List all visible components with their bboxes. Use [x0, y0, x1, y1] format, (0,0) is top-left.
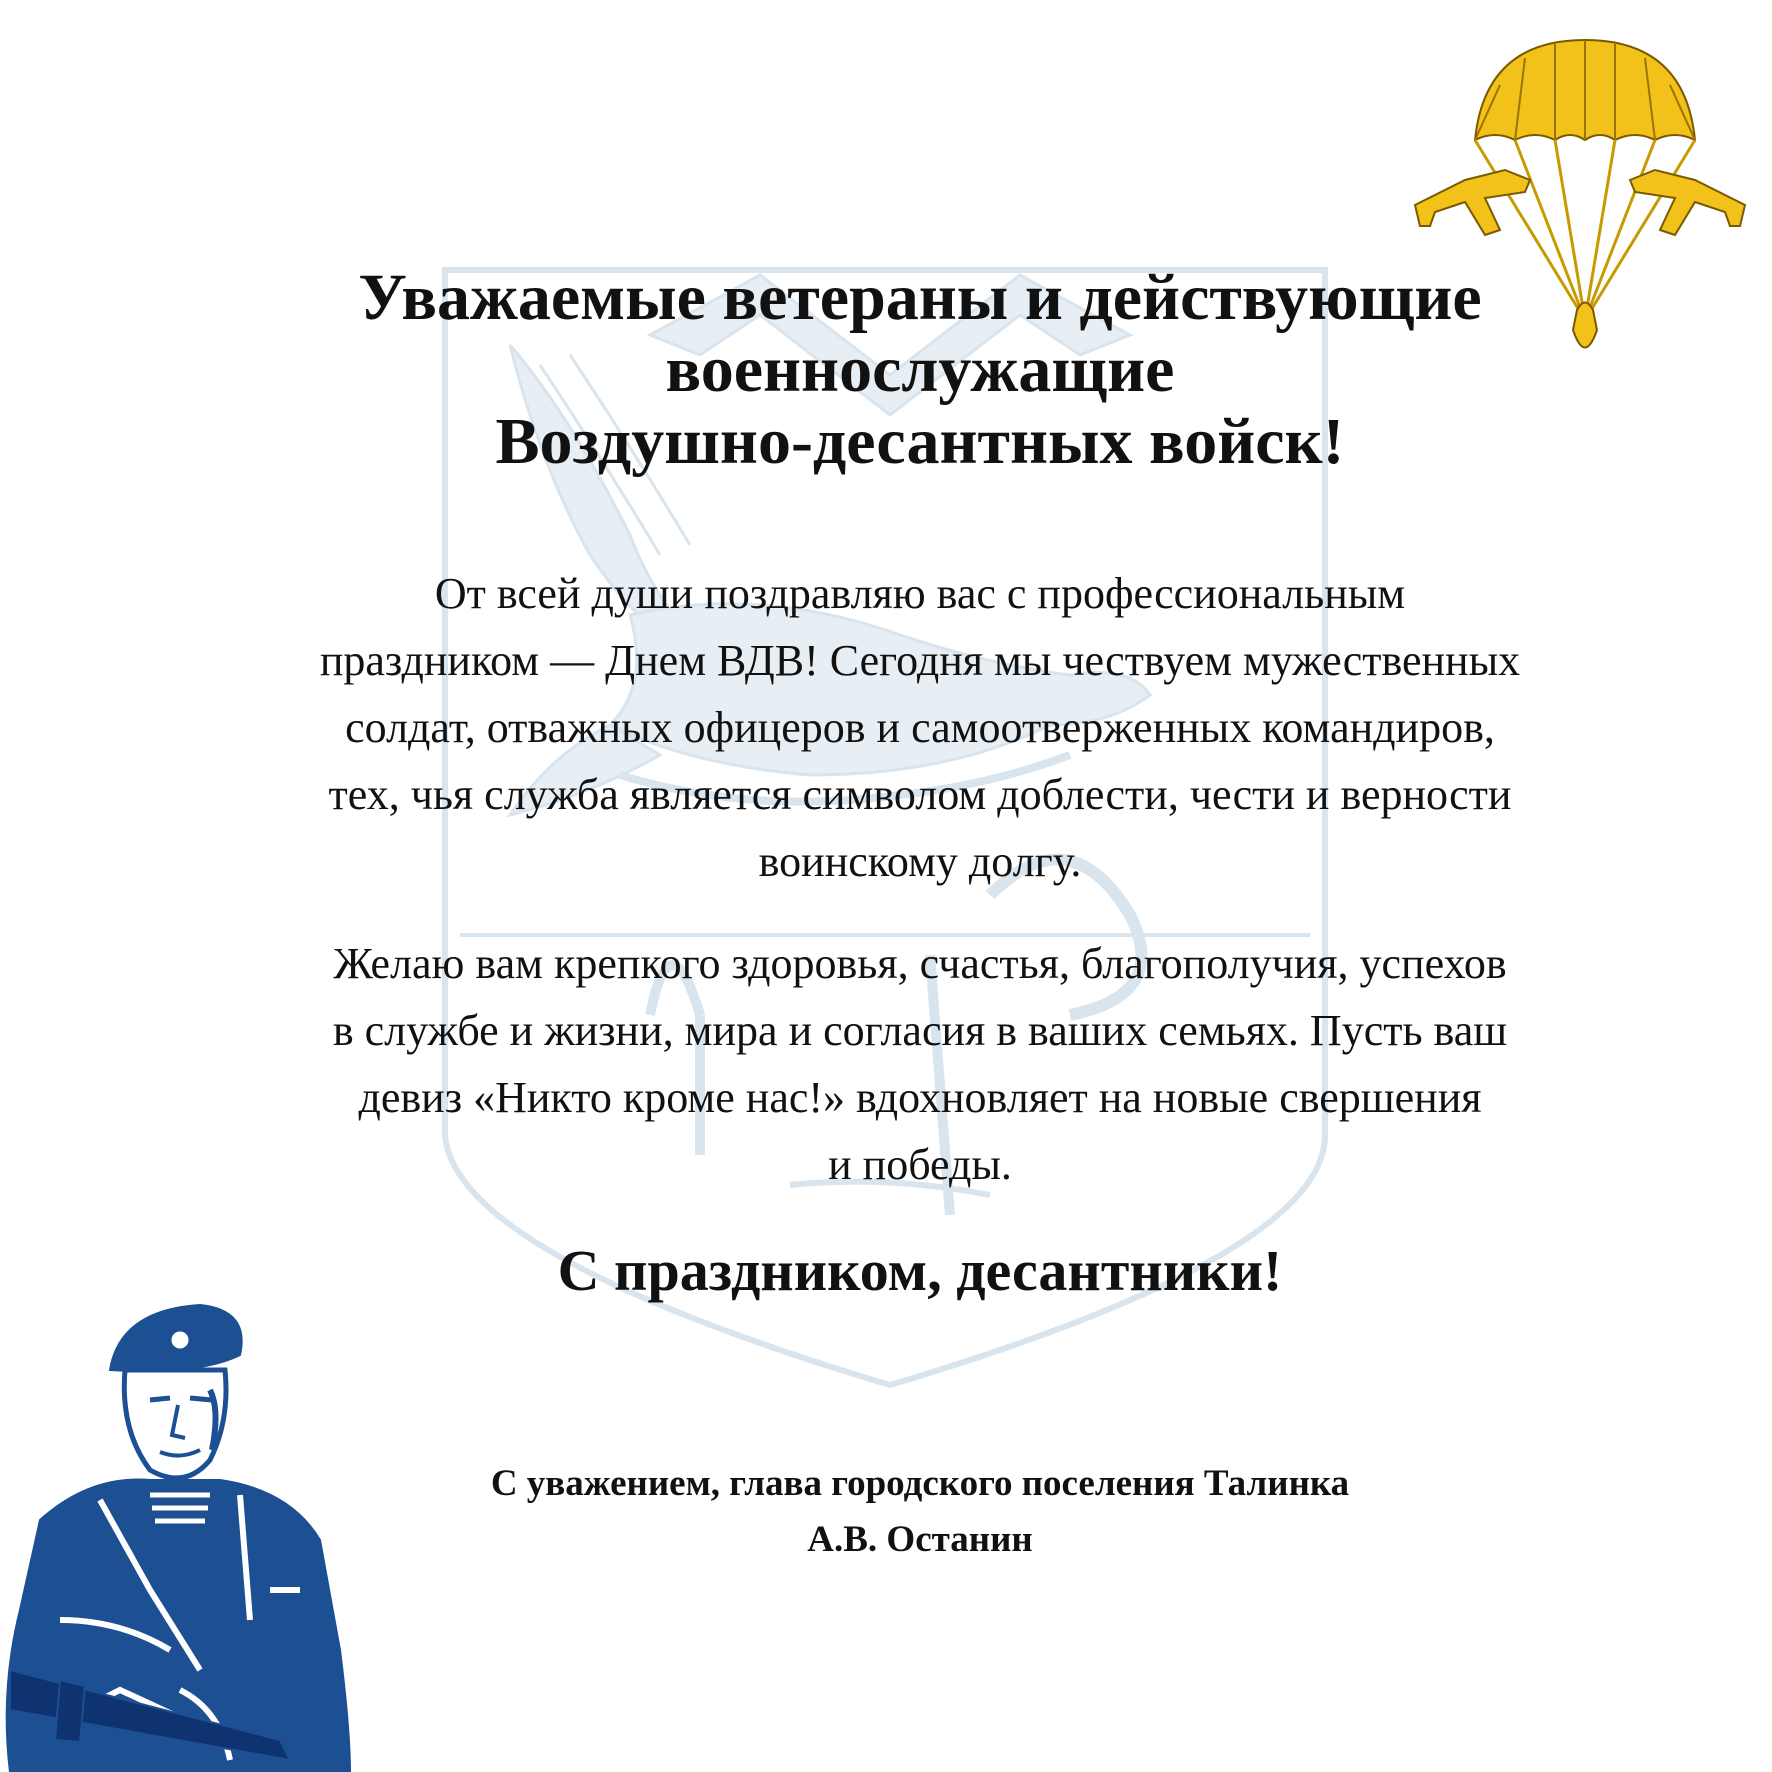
paragraph-line: в службе и жизни, мира и согласия в ваших семьях. Пусть ваш	[332, 1006, 1508, 1055]
paragraph-line: тех, чья служба является символом доблести, чести и верности	[328, 770, 1512, 819]
heading-line-1: Уважаемые ветераны и действующие	[358, 261, 1482, 334]
paragraph-line: Желаю вам крепкого здоровья, счастья, благополучия, успехов	[333, 939, 1507, 988]
signature-block	[100, 1456, 1740, 1568]
signature-title: С уважением, глава городского поселения Талинка	[490, 1463, 1350, 1504]
paragraph-line: воинскому долгу.	[758, 837, 1082, 886]
paragraph-line: солдат, отважных офицеров и самоотверженных командиров,	[345, 703, 1495, 752]
greeting-heading	[100, 262, 1740, 478]
closing-line: С праздником, десантники!	[557, 1238, 1283, 1303]
wishes-paragraph	[100, 930, 1740, 1198]
heading-line-3: Воздушно-десантных войск!	[495, 405, 1345, 478]
paragraph-line: От всей души поздравляю вас с профессиональным	[434, 569, 1406, 618]
heading-line-2: военнослужащие	[665, 333, 1175, 406]
paragraph-line: девиз «Никто кроме нас!» вдохновляет на новые свершения	[358, 1073, 1482, 1122]
congratulation-paragraph	[100, 560, 1740, 895]
paragraph-line: и победы.	[828, 1140, 1012, 1189]
signature-name: А.В. Останин	[807, 1519, 1033, 1560]
paragraph-line: праздником — Днем ВДВ! Сегодня мы чествуем мужественных	[319, 636, 1521, 685]
